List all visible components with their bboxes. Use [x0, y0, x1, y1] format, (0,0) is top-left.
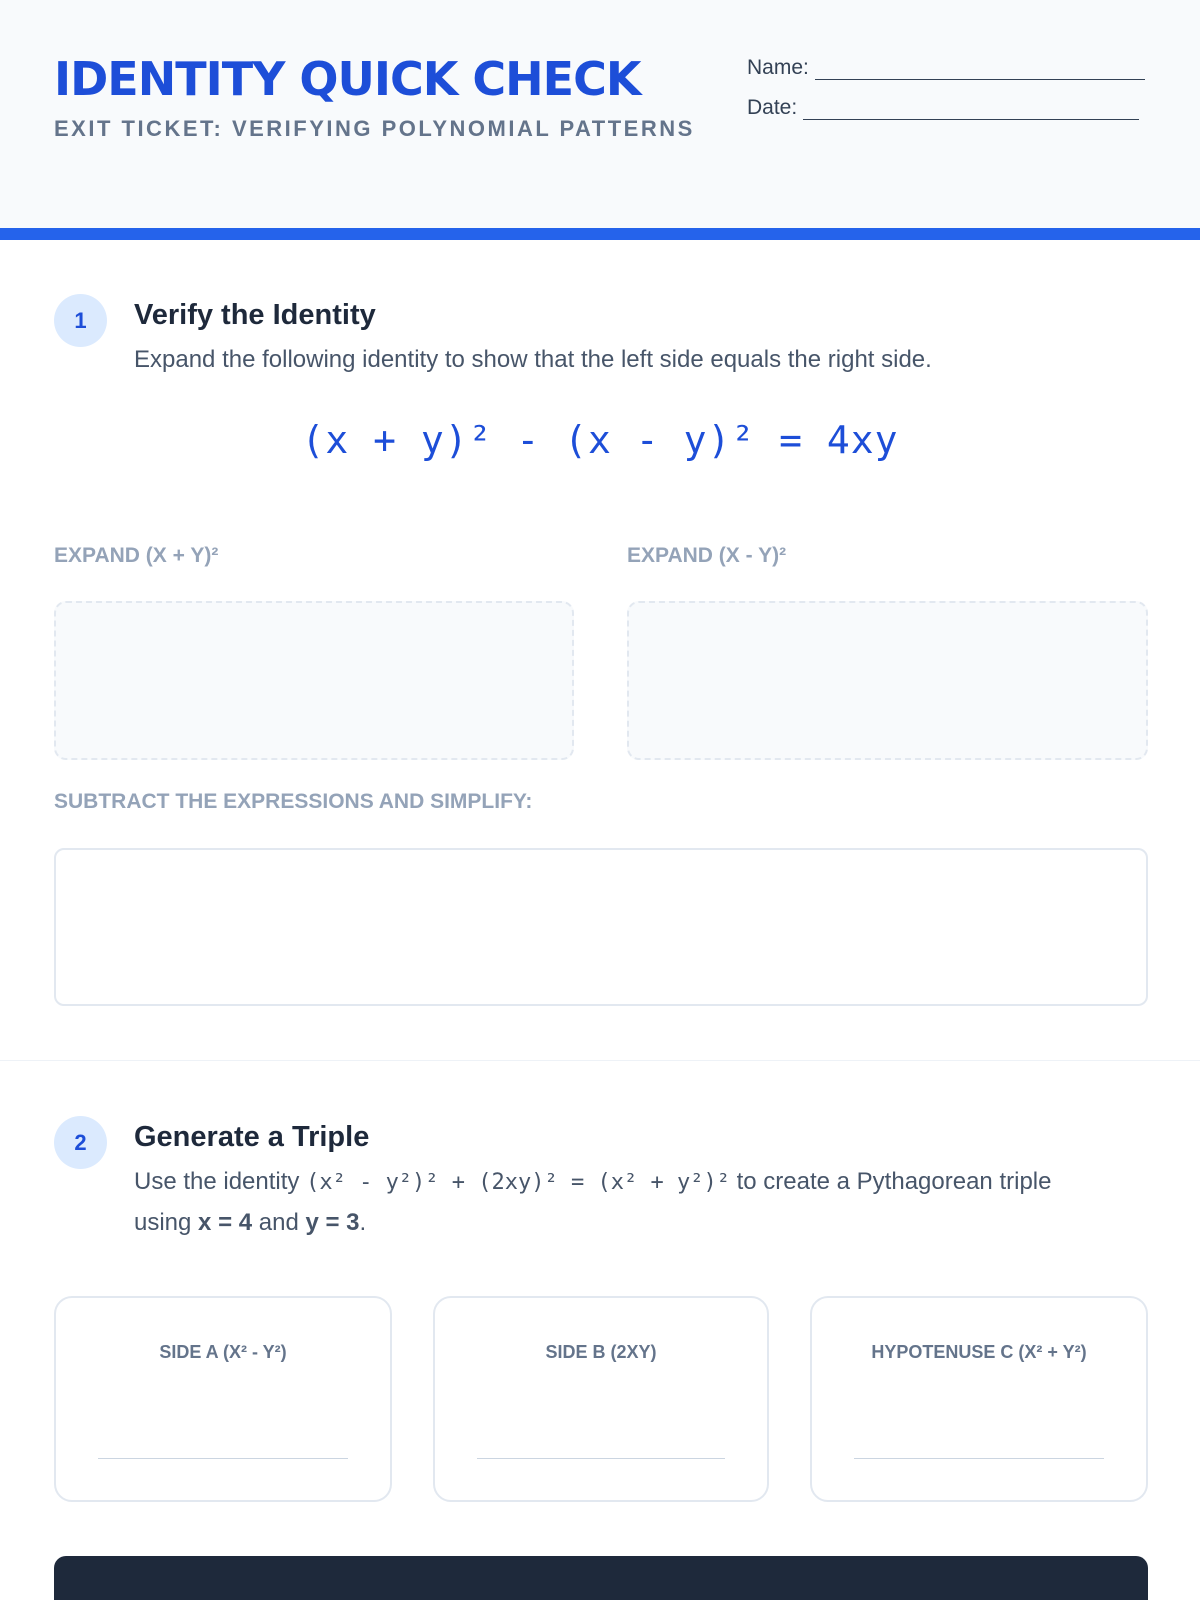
- footer-bar: [54, 1556, 1148, 1600]
- simplify-answer-box[interactable]: [54, 848, 1148, 1006]
- section-1-title: Verify the Identity: [134, 299, 376, 331]
- expand-right-label: EXPAND (X - Y)²: [627, 544, 787, 567]
- expand-left-answer-box[interactable]: [54, 601, 574, 760]
- x-value: x = 4: [198, 1209, 253, 1236]
- name-field[interactable]: [747, 56, 1145, 80]
- identity-equation: (x + y)² - (x - y)² = 4xy: [301, 418, 899, 462]
- triple-identity: (x² - y²)² + (2xy)² = (x² + y²)²: [306, 1170, 730, 1195]
- date-line[interactable]: [803, 102, 1139, 120]
- y-value: y = 3: [305, 1209, 360, 1236]
- date-label: Date:: [747, 96, 798, 119]
- section-2-description: [134, 1162, 1194, 1243]
- worksheet-title: IDENTITY QUICK CHECK: [54, 52, 641, 106]
- subtract-label: SUBTRACT THE EXPRESSIONS AND SIMPLIFY:: [54, 790, 533, 813]
- desc-end: .: [359, 1209, 367, 1236]
- date-field[interactable]: [747, 96, 1139, 120]
- expand-right-answer-box[interactable]: [627, 601, 1148, 760]
- hypotenuse-answer-line[interactable]: [854, 1458, 1104, 1459]
- section-1-number: 1: [54, 294, 107, 347]
- side-b-label: SIDE B (2XY): [545, 1342, 657, 1362]
- desc-and: and: [252, 1209, 306, 1236]
- name-label: Name:: [747, 56, 809, 79]
- section-1-description: Expand the following identity to show that the left side equals the right side.: [134, 346, 932, 373]
- section-divider: [0, 1060, 1200, 1061]
- hypotenuse-card[interactable]: [810, 1296, 1148, 1502]
- side-a-card[interactable]: [54, 1296, 392, 1502]
- name-line[interactable]: [815, 62, 1145, 80]
- worksheet-subtitle: EXIT TICKET: VERIFYING POLYNOMIAL PATTERNS: [54, 116, 695, 141]
- section-2-title: Generate a Triple: [134, 1121, 370, 1153]
- side-a-answer-line[interactable]: [98, 1458, 348, 1459]
- desc-line2-prefix: using: [134, 1209, 199, 1236]
- side-b-answer-line[interactable]: [477, 1458, 725, 1459]
- expand-left-label: EXPAND (X + Y)²: [54, 544, 219, 567]
- side-b-card[interactable]: [433, 1296, 769, 1502]
- desc-before: Use the identity: [134, 1168, 307, 1195]
- header-accent-rule: [0, 228, 1200, 240]
- desc-after: to create a Pythagorean triple: [729, 1168, 1052, 1195]
- section-2-number: 2: [54, 1116, 107, 1169]
- hypotenuse-label: HYPOTENUSE C (X² + Y²): [871, 1342, 1087, 1362]
- side-a-label: SIDE A (X² - Y²): [159, 1342, 287, 1362]
